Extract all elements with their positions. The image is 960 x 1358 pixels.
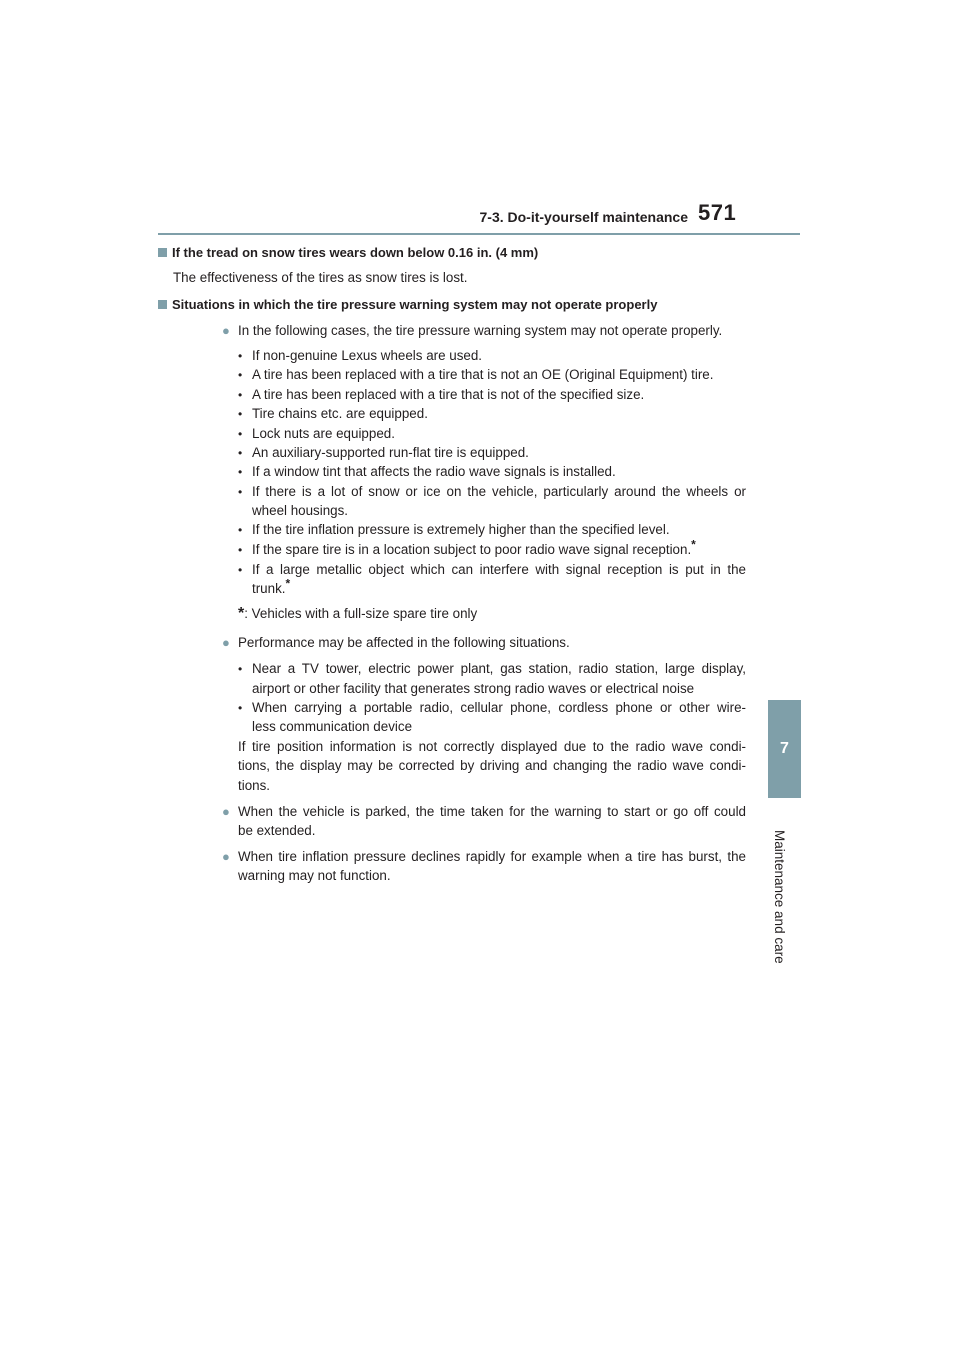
chapter-label: Maintenance and care bbox=[772, 830, 787, 964]
dot-bullet-icon: • bbox=[238, 349, 243, 363]
list-item: When the vehicle is parked, the time taken for the warning to start or go off could bbox=[238, 804, 746, 819]
list-item-continuation: less communication device bbox=[252, 719, 413, 734]
section-heading: Situations in which the tire pressure warning system may not operate properly bbox=[158, 296, 657, 314]
list-item: When tire inflation pressure declines rapidly for example when a tire has burst, the bbox=[238, 849, 746, 864]
section-heading: If the tread on snow tires wears down below 0.16 in. (4 mm) bbox=[158, 244, 538, 262]
square-bullet-icon bbox=[158, 248, 167, 257]
list-item-intro: Performance may be affected in the following situations. bbox=[238, 635, 570, 650]
list-item-continuation: wheel housings. bbox=[252, 503, 349, 518]
square-bullet-icon bbox=[158, 300, 167, 309]
list-item: If a large metallic object which can interfere with signal reception is put in the bbox=[252, 562, 746, 577]
note-text: tions. bbox=[238, 778, 271, 793]
chapter-number: 7 bbox=[780, 740, 789, 757]
list-item: When carrying a portable radio, cellular phone, cordless phone or other wire- bbox=[252, 700, 746, 715]
dot-bullet-icon: • bbox=[238, 446, 243, 460]
note-text: tions, the display may be corrected by driving and changing the radio wave condi- bbox=[238, 758, 746, 773]
list-item: A tire has been replaced with a tire that is not an OE (Original Equipment) tire. bbox=[252, 367, 714, 382]
footnote: *: Vehicles with a full-size spare tire only bbox=[238, 605, 478, 622]
list-item-continuation: be extended. bbox=[238, 823, 316, 838]
circle-bullet-icon: ● bbox=[222, 804, 230, 819]
list-item: Tire chains etc. are equipped. bbox=[252, 406, 428, 421]
list-item-continuation: airport or other facility that generates strong radio waves or electrical noise bbox=[252, 681, 695, 696]
body-text: The effectiveness of the tires as snow tires is lost. bbox=[173, 270, 468, 285]
dot-bullet-icon: • bbox=[238, 563, 243, 577]
footnote-marker: * bbox=[285, 576, 291, 591]
list-item: Near a TV tower, electric power plant, gas station, radio station, large display, bbox=[252, 661, 746, 676]
list-item-continuation: warning may not function. bbox=[238, 868, 391, 883]
circle-bullet-icon: ● bbox=[222, 323, 230, 338]
dot-bullet-icon: • bbox=[238, 465, 243, 479]
section-title: 7-3. Do-it-yourself maintenance bbox=[479, 209, 688, 225]
dot-bullet-icon: • bbox=[238, 368, 243, 382]
page-number: 571 bbox=[698, 200, 737, 225]
list-item-intro: In the following cases, the tire pressure warning system may not operate properly. bbox=[238, 323, 723, 338]
dot-bullet-icon: • bbox=[238, 662, 243, 676]
list-item-continuation: trunk.* bbox=[252, 576, 291, 596]
dot-bullet-icon: • bbox=[238, 427, 243, 441]
footnote-marker: * bbox=[691, 537, 696, 552]
list-item: If there is a lot of snow or ice on the vehicle, particularly around the wheels or bbox=[252, 484, 746, 499]
dot-bullet-icon: • bbox=[238, 485, 243, 499]
list-item: If non-genuine Lexus wheels are used. bbox=[252, 348, 483, 363]
dot-bullet-icon: • bbox=[238, 543, 243, 557]
circle-bullet-icon: ● bbox=[222, 635, 230, 650]
dot-bullet-icon: • bbox=[238, 388, 243, 402]
note-text: If tire position information is not correctly displayed due to the radio wave condi- bbox=[238, 739, 746, 754]
dot-bullet-icon: • bbox=[238, 523, 243, 537]
list-item: If the spare tire is in a location subject to poor radio wave signal reception.* bbox=[252, 537, 696, 557]
circle-bullet-icon: ● bbox=[222, 849, 230, 864]
list-item: A tire has been replaced with a tire that is not of the specified size. bbox=[252, 387, 645, 402]
list-item: If the tire inflation pressure is extremely higher than the specified level. bbox=[252, 522, 670, 537]
dot-bullet-icon: • bbox=[238, 701, 243, 715]
footnote-asterisk: * bbox=[238, 605, 245, 622]
list-item: If a window tint that affects the radio wave signals is installed. bbox=[252, 464, 616, 479]
dot-bullet-icon: • bbox=[238, 407, 243, 421]
list-item: Lock nuts are equipped. bbox=[252, 426, 395, 441]
list-item: An auxiliary-supported run-flat tire is equipped. bbox=[252, 445, 529, 460]
